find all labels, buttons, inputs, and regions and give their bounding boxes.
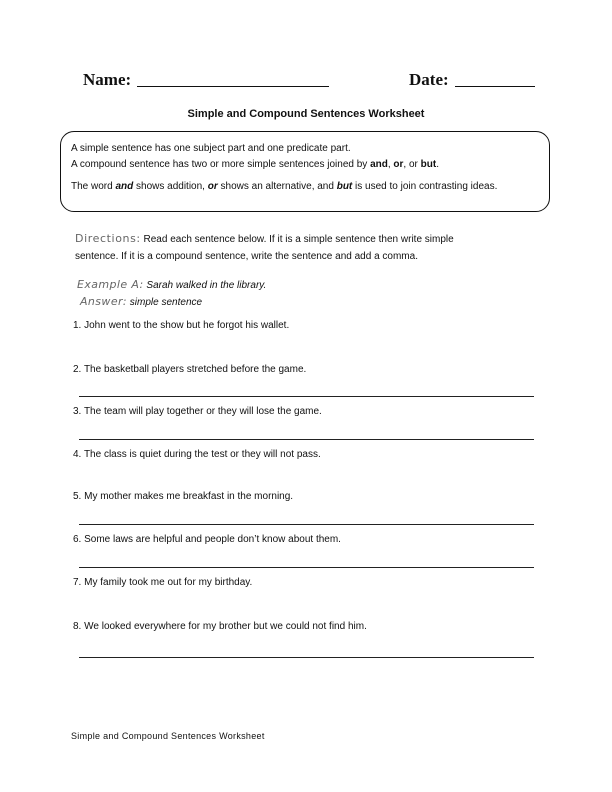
- question-3: 3. The team will play together or they will lose the game.: [73, 406, 322, 417]
- question-7: 7. My family took me out for my birthday.: [73, 577, 253, 588]
- example-line: [77, 275, 266, 293]
- answer-text: simple sentence: [127, 297, 203, 308]
- question-1: 1. John went to the show but he forgot his wallet.: [73, 320, 290, 331]
- answer-label: Answer:: [80, 295, 128, 308]
- question-2: 2. The basketball players stretched before the game.: [73, 364, 307, 375]
- answer-line-8[interactable]: [79, 657, 534, 658]
- question-8: 8. We looked everywhere for my brother but we could not find him.: [73, 621, 367, 632]
- worksheet-title: Simple and Compound Sentences Worksheet: [187, 108, 425, 120]
- directions-text-2: sentence. If it is a compound sentence, write the sentence and add a comma.: [75, 251, 418, 262]
- answer-line-5[interactable]: [79, 524, 534, 525]
- example-label: Example A:: [77, 278, 144, 291]
- name-field[interactable]: [83, 70, 329, 90]
- date-label: Date:: [409, 70, 449, 89]
- directions: [75, 230, 545, 265]
- name-line[interactable]: [137, 70, 329, 87]
- answer-line-3[interactable]: [79, 439, 534, 440]
- question-4: 4. The class is quiet during the test or they will not pass.: [73, 449, 321, 460]
- page-footer: Simple and Compound Sentences Worksheet: [71, 731, 265, 741]
- directions-text-1: Read each sentence below. If it is a simple sentence then write simple: [140, 234, 454, 245]
- example-text: Sarah walked in the library.: [143, 280, 267, 291]
- simple-definition: A simple sentence has one subject part and one predicate part.: [71, 143, 351, 154]
- definition-box: [60, 131, 550, 212]
- answer-line: [80, 292, 202, 310]
- answer-line-6[interactable]: [79, 567, 534, 568]
- name-label: Name:: [83, 70, 132, 89]
- compound-definition: A compound sentence has two or more simple sentences joined by and, or, or but.: [71, 159, 439, 170]
- question-5: 5. My mother makes me breakfast in the morning.: [73, 491, 294, 502]
- answer-line-2[interactable]: [79, 396, 534, 397]
- date-line[interactable]: [455, 70, 535, 87]
- question-6: 6. Some laws are helpful and people don’t know about them.: [73, 534, 341, 545]
- conjunction-explanation: The word and shows addition, or shows an alternative, and but is used to join contrasting ideas.: [71, 181, 498, 192]
- date-field[interactable]: [409, 70, 535, 90]
- directions-label: Directions:: [75, 232, 141, 245]
